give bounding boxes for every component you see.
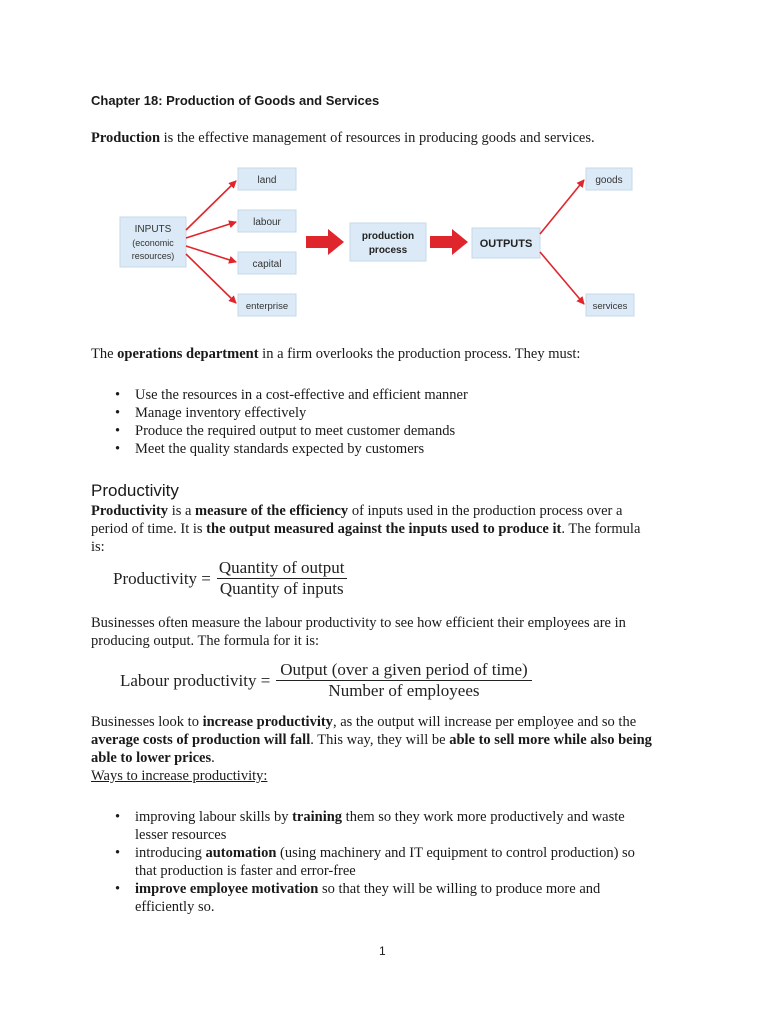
formula-numerator: Output (over a given period of time) [280,660,528,679]
inputs-line-1: INPUTS [134,224,172,235]
formula-lhs: Productivity = [113,568,211,588]
resource-labour-box [238,210,296,232]
resource-capital-label: capital [252,259,282,270]
ways-list [91,808,711,916]
formula-lhs: Labour productivity = [120,670,271,690]
arrow-outputs-services [540,252,584,304]
arrow-inputs-labour [186,222,236,238]
intro-paragraph [91,129,595,147]
outputs-box [472,228,540,258]
inputs-line-3: resources) [131,251,175,261]
operations-list [91,386,711,458]
productivity-formula [113,558,347,599]
list-item: • Manage inventory effectively [91,404,711,422]
outputs-label: OUTPUTS [479,238,533,250]
resource-enterprise-box [238,294,296,316]
list-item: • introducing automation (using machinery and IT equipment to control production) so that production is faster and error-free [91,844,711,880]
arrow-inputs-land [186,181,236,230]
output-goods-label: goods [595,175,623,186]
inputs-line-2: (economic [132,238,174,248]
list-item: • Meet the quality standards expected by customers [91,440,711,458]
operations-paragraph: The operations department in a firm overlooks the production process. They must: [91,346,581,362]
arrow-inputs-capital [186,246,236,262]
inputs-box [120,217,186,267]
output-services-box [586,294,634,316]
productivity-paragraph: Productivity is a measure of the efficiency of inputs used in the production process over a period of time. It is the output measured against the inputs used to produce it. The formula is: [91,503,641,555]
arrow-inputs-enterprise [186,254,236,303]
ways-heading: Ways to increase productivity: [91,768,268,784]
intro-term: Production [91,130,161,146]
block-arrow-to-process [306,229,344,255]
page-number: 1 [379,944,386,958]
resource-land-box [238,168,296,190]
chapter-title: Chapter 18: Production of Goods and Services [91,93,380,108]
formula-numerator: Quantity of output [218,558,345,577]
section-heading-productivity: Productivity [91,481,179,500]
formula-denominator: Quantity of inputs [219,579,344,598]
block-arrow-to-outputs [430,229,468,255]
production-process-box [350,223,426,261]
labour-productivity-paragraph: Businesses often measure the labour productivity to see how efficient their employees are in producing output. The formula for it is: [91,615,626,649]
output-goods-box [586,168,632,190]
arrow-outputs-goods [540,180,584,234]
list-item: • improve employee motivation so that they will be willing to produce more and efficiently so. [91,880,711,916]
production-diagram [110,160,650,320]
resource-labour-label: labour [253,217,281,228]
formula-denominator: Number of employees [328,681,480,700]
process-line-2: process [368,245,408,256]
resource-land-label: land [257,175,277,186]
process-line-1: production [361,231,415,242]
resource-enterprise-label: enterprise [245,301,289,312]
operations-term: operations department [117,346,259,362]
list-item: • improving labour skills by training them so they work more productively and waste lesser resources [91,808,711,844]
list-item: • Use the resources in a cost-effective and efficient manner [91,386,711,404]
labour-productivity-formula [120,660,532,701]
list-item: • Produce the required output to meet customer demands [91,422,711,440]
intro-text: is the effective management of resources in producing goods and services. [160,130,595,146]
increase-productivity-paragraph: Businesses look to increase productivity, as the output will increase per employee and so the average costs of production will fall. This way, they will be able to sell more while also being able to lower prices. [91,714,652,766]
resource-capital-box [238,252,296,274]
output-services-label: services [592,301,628,312]
